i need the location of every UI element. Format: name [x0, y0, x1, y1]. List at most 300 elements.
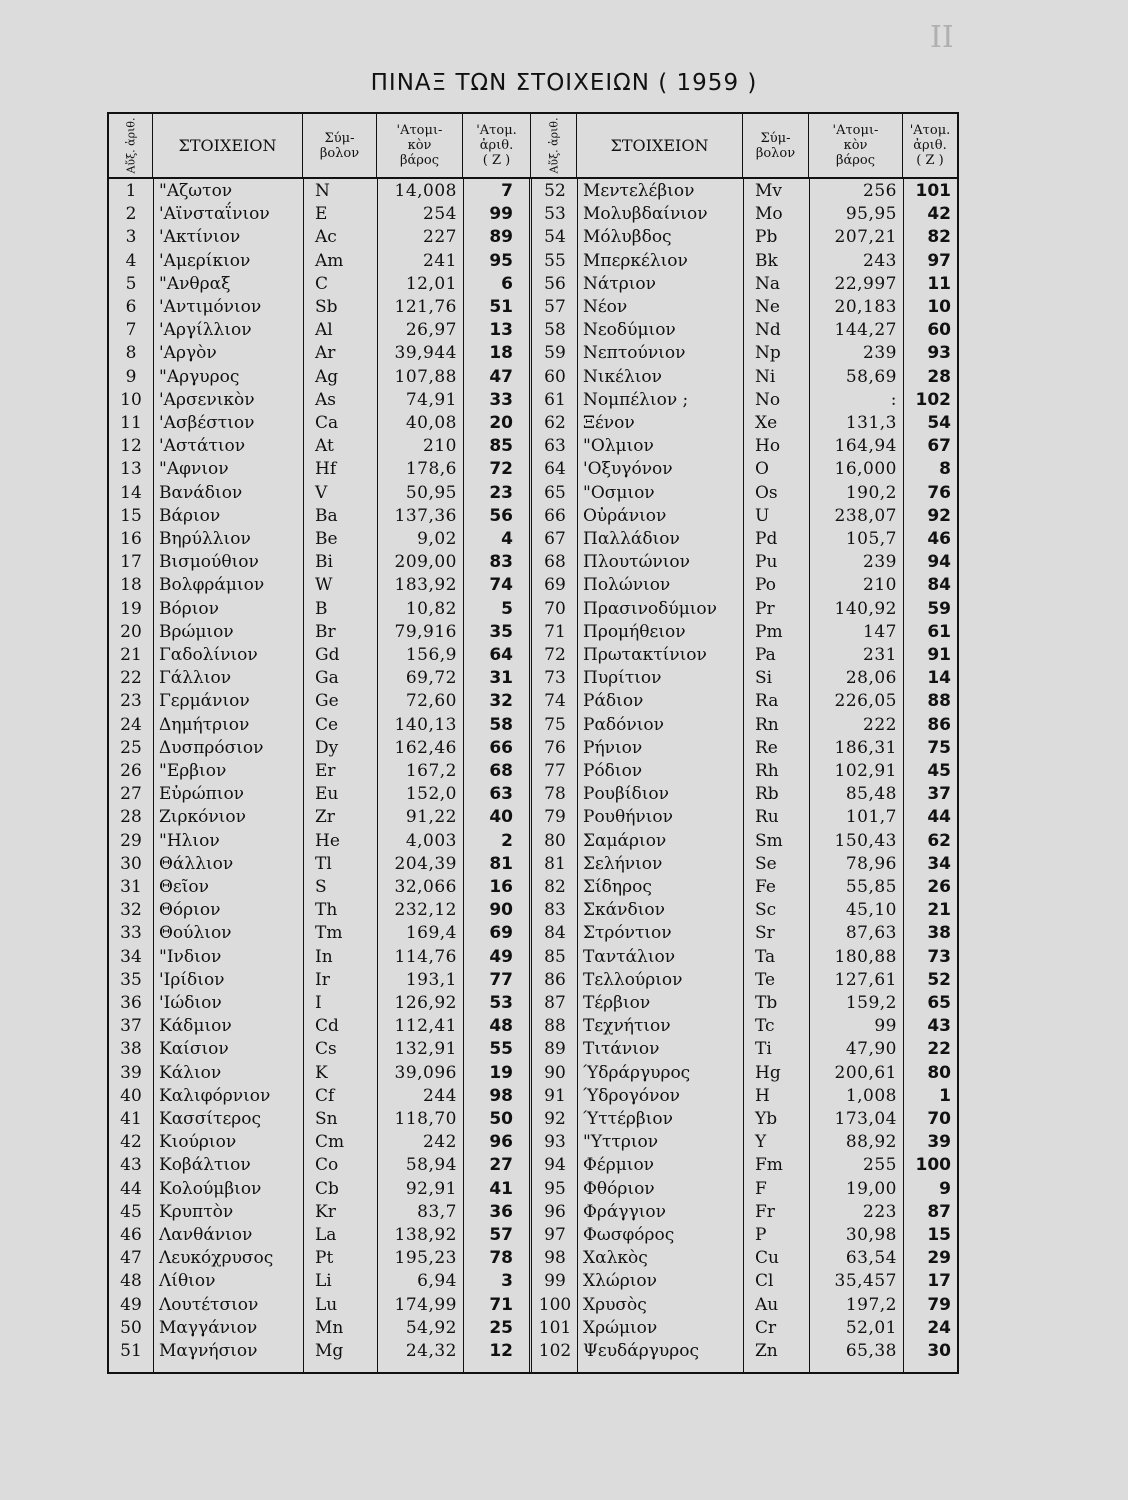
element-symbol: Zr	[315, 807, 335, 828]
table-row	[109, 203, 957, 226]
element-number: 12	[120, 436, 142, 457]
atomic-number: 17	[927, 1271, 951, 1292]
element-name: 'Αντιμόνιον	[159, 297, 262, 317]
table-row	[109, 574, 957, 597]
element-name: Κοβάλτιον	[159, 1155, 251, 1176]
element-name: Ζιρκόνιον	[159, 807, 246, 828]
element-symbol: At	[315, 436, 334, 457]
atomic-number: 102	[915, 389, 951, 410]
element-symbol: Kr	[315, 1201, 336, 1222]
element-name: Σίδηρος	[583, 877, 652, 897]
element-symbol: Au	[755, 1294, 779, 1315]
element-name: Μπερκέλιον	[583, 250, 688, 271]
corner-mark: ΙΙ	[930, 20, 954, 55]
atomic-number: 66	[489, 737, 513, 758]
atomic-number: 79	[927, 1294, 951, 1315]
atomic-weight: 78,96	[845, 853, 897, 874]
atomic-weight: 150,43	[834, 830, 897, 851]
element-number: 69	[544, 575, 566, 596]
atomic-weight: 183,92	[394, 575, 457, 596]
atomic-number: 68	[489, 761, 513, 781]
atomic-number: 6	[501, 273, 513, 294]
atomic-weight: 239	[863, 343, 897, 364]
element-symbol: Tc	[755, 1016, 775, 1037]
element-symbol: No	[755, 389, 781, 410]
element-number: 40	[120, 1085, 142, 1106]
element-name: Γαδολίνιον	[159, 645, 258, 665]
element-number: 72	[544, 645, 566, 665]
table-row	[109, 992, 957, 1015]
element-number: 85	[544, 946, 566, 967]
table-row	[109, 667, 957, 690]
element-symbol: Sb	[315, 297, 338, 317]
atomic-number: 64	[489, 645, 513, 665]
atomic-weight: 200,61	[834, 1062, 897, 1083]
atomic-number: 54	[927, 413, 951, 433]
table-row	[109, 250, 957, 273]
atomic-number: 75	[927, 737, 951, 758]
element-number: 97	[544, 1225, 566, 1245]
element-number: 76	[544, 737, 566, 758]
element-number: 4	[125, 250, 137, 271]
atomic-weight: 10,82	[405, 598, 457, 619]
atomic-weight: 255	[863, 1155, 897, 1176]
element-name: Ύδρογόνον	[583, 1085, 681, 1106]
header-symbol-right: Σύμ- βολον	[743, 114, 809, 177]
element-number: 15	[120, 505, 142, 526]
element-name: Ραδόνιον	[583, 714, 664, 735]
element-symbol: Sn	[315, 1109, 338, 1129]
element-name: Μαγνήσιον	[159, 1341, 258, 1361]
page-title: ΠΙΝΑΞ ΤΩΝ ΣΤΟΙΧΕΙΩΝ ( 1959 )	[370, 70, 758, 96]
element-name: Κασσίτερος	[159, 1109, 262, 1129]
element-symbol: Lu	[315, 1294, 338, 1315]
element-number: 39	[120, 1062, 142, 1083]
atomic-number: 76	[927, 482, 951, 503]
atomic-weight: 256	[863, 181, 897, 201]
element-symbol: Cu	[755, 1248, 779, 1269]
element-symbol: Mo	[755, 204, 783, 225]
atomic-weight: 173,04	[834, 1109, 897, 1129]
atomic-weight: 85,48	[845, 784, 897, 805]
element-number: 9	[125, 366, 137, 387]
element-symbol: Dy	[315, 737, 339, 758]
atomic-number: 52	[927, 969, 951, 990]
table-row	[109, 528, 957, 551]
element-symbol: Sr	[755, 923, 775, 944]
header-element-left: ΣΤΟΙΧΕΙΟΝ	[153, 114, 303, 177]
atomic-weight: 190,2	[845, 482, 897, 503]
element-name: "Ολμιον	[583, 436, 654, 457]
atomic-number: 16	[489, 877, 513, 897]
atomic-number: 42	[927, 204, 951, 225]
element-number: 90	[544, 1062, 566, 1083]
atomic-number: 14	[927, 668, 951, 689]
element-symbol: V	[315, 482, 328, 503]
element-name: Ψευδάργυρος	[583, 1341, 700, 1361]
element-name: Προμήθειον	[583, 621, 686, 642]
element-symbol: Ca	[315, 413, 339, 433]
element-number: 66	[544, 505, 566, 526]
atomic-number: 97	[927, 250, 951, 271]
element-name: Μολυβδαίνιον	[583, 204, 708, 225]
element-number: 100	[538, 1294, 572, 1315]
element-number: 102	[538, 1341, 572, 1361]
element-name: "Αζωτον	[159, 181, 233, 201]
element-name: Καίσιον	[159, 1039, 229, 1060]
element-symbol: Rn	[755, 714, 779, 735]
element-number: 29	[120, 830, 142, 851]
atomic-number: 55	[489, 1039, 513, 1060]
element-number: 53	[544, 204, 566, 225]
atomic-number: 53	[489, 993, 513, 1013]
element-number: 71	[544, 621, 566, 642]
atomic-number: 31	[489, 668, 513, 689]
atomic-number: 78	[489, 1248, 513, 1269]
table-row	[109, 806, 957, 829]
element-number: 7	[125, 320, 137, 341]
atomic-number: 49	[489, 946, 513, 967]
element-name: Εὐρώπιον	[159, 784, 245, 805]
atomic-number: 41	[489, 1178, 513, 1199]
element-number: 47	[120, 1248, 142, 1269]
atomic-number: 25	[489, 1317, 513, 1338]
atomic-weight: 6,94	[417, 1271, 457, 1292]
element-name: Κρυπτὸν	[159, 1201, 234, 1222]
element-symbol: Er	[315, 761, 336, 781]
atomic-number: 88	[927, 691, 951, 712]
atomic-weight: 88,92	[845, 1132, 897, 1153]
atomic-number: 5	[501, 598, 513, 619]
element-symbol: Eu	[315, 784, 339, 805]
atomic-number: 20	[489, 413, 513, 433]
header-symbol-left: Σύμ- βολον	[303, 114, 377, 177]
element-number: 20	[120, 621, 142, 642]
element-number: 8	[125, 343, 137, 364]
element-name: 'Ιώδιον	[159, 993, 222, 1013]
element-number: 63	[544, 436, 566, 457]
element-number: 54	[544, 227, 566, 248]
element-symbol: Mg	[315, 1341, 344, 1361]
atomic-number: 69	[489, 923, 513, 944]
atomic-number: 96	[489, 1132, 513, 1153]
atomic-weight: 223	[863, 1201, 897, 1222]
atomic-number: 57	[489, 1225, 513, 1245]
atomic-weight: 159,2	[845, 993, 897, 1013]
atomic-number: 62	[927, 830, 951, 851]
element-number: 57	[544, 297, 566, 317]
atomic-number: 24	[927, 1317, 951, 1338]
element-name: 'Ακτίνιον	[159, 227, 241, 248]
table-row	[109, 783, 957, 806]
header-number-left: Αὔξ. ἀριθ.	[109, 114, 153, 177]
element-symbol: C	[315, 273, 329, 294]
element-number: 33	[120, 923, 142, 944]
table-row	[109, 1108, 957, 1131]
header-rule	[109, 177, 957, 179]
element-symbol: B	[315, 598, 328, 619]
element-number: 96	[544, 1201, 566, 1222]
element-number: 49	[120, 1294, 142, 1315]
element-number: 78	[544, 784, 566, 805]
element-name: "Ηλιον	[159, 830, 220, 851]
atomic-weight: 244	[423, 1085, 457, 1106]
atomic-weight: 140,13	[394, 714, 457, 735]
element-number: 93	[544, 1132, 566, 1153]
atomic-weight: 26,97	[405, 320, 457, 341]
element-number: 74	[544, 691, 566, 712]
table-row	[109, 1131, 957, 1154]
element-symbol: Ge	[315, 691, 339, 712]
atomic-weight: 239	[863, 552, 897, 573]
element-number: 43	[120, 1155, 142, 1176]
table-row	[109, 226, 957, 249]
atomic-number: 36	[489, 1201, 513, 1222]
atomic-weight: 174,99	[394, 1294, 457, 1315]
element-number: 68	[544, 552, 566, 573]
element-number: 26	[120, 761, 142, 781]
atomic-weight: 207,21	[834, 227, 897, 248]
element-symbol: Ar	[315, 343, 336, 364]
element-symbol: Pa	[755, 645, 776, 665]
table-row	[109, 899, 957, 922]
atomic-weight: 144,27	[834, 320, 897, 341]
atomic-weight: 58,69	[845, 366, 897, 387]
atomic-weight: 20,183	[834, 297, 897, 317]
atomic-weight: 55,85	[845, 877, 897, 897]
element-name: 'Ιρίδιον	[159, 969, 225, 990]
element-name: Βάριον	[159, 505, 221, 526]
table-row	[109, 273, 957, 296]
atomic-weight: 99	[874, 1016, 897, 1037]
element-symbol: Y	[755, 1132, 767, 1153]
element-number: 51	[120, 1341, 142, 1361]
element-name: "Αφνιον	[159, 459, 229, 480]
atomic-weight: 45,10	[845, 900, 897, 921]
atomic-number: 26	[927, 877, 951, 897]
atomic-number: 11	[927, 273, 951, 294]
element-number: 34	[120, 946, 142, 967]
element-number: 92	[544, 1109, 566, 1129]
atomic-weight: 147	[863, 621, 897, 642]
table-row	[109, 1270, 957, 1293]
atomic-number: 4	[501, 529, 513, 549]
element-name: Βηρύλλιον	[159, 529, 251, 549]
element-symbol: Cl	[755, 1271, 774, 1292]
table-row	[109, 342, 957, 365]
element-symbol: Fr	[755, 1201, 775, 1222]
element-number: 89	[544, 1039, 566, 1060]
atomic-weight: 74,91	[405, 389, 457, 410]
atomic-number: 87	[927, 1201, 951, 1222]
table-row	[109, 1294, 957, 1317]
atomic-weight: 118,70	[394, 1109, 457, 1129]
element-symbol: U	[755, 505, 770, 526]
atomic-weight: 91,22	[405, 807, 457, 828]
element-symbol: P	[755, 1225, 767, 1245]
element-symbol: Al	[315, 320, 333, 341]
atomic-number: 39	[927, 1132, 951, 1153]
atomic-number: 86	[927, 714, 951, 735]
table-row	[109, 1062, 957, 1085]
atomic-number: 37	[927, 784, 951, 805]
element-name: Πολώνιον	[583, 575, 671, 596]
element-symbol: N	[315, 181, 330, 201]
atomic-weight: 52,01	[845, 1317, 897, 1338]
atomic-weight: 114,76	[394, 946, 457, 967]
atomic-weight: 131,3	[845, 413, 897, 433]
element-number: 50	[120, 1317, 142, 1338]
element-symbol: Br	[315, 621, 336, 642]
atomic-weight: 132,91	[394, 1039, 457, 1060]
table-row	[109, 1038, 957, 1061]
element-symbol: Na	[755, 273, 781, 294]
element-number: 44	[120, 1178, 142, 1199]
element-symbol: Hg	[755, 1062, 781, 1083]
element-number: 70	[544, 598, 566, 619]
element-name: Μαγγάνιον	[159, 1317, 258, 1338]
element-symbol: As	[315, 389, 337, 410]
element-symbol: Pd	[755, 529, 778, 549]
atomic-number: 8	[939, 459, 951, 480]
element-number: 11	[120, 413, 142, 433]
element-symbol: Cf	[315, 1085, 335, 1106]
atomic-number: 67	[927, 436, 951, 457]
atomic-weight: 101,7	[845, 807, 897, 828]
element-name: "Αργυρος	[159, 366, 240, 387]
atomic-number: 18	[489, 343, 513, 364]
atomic-number: 47	[489, 366, 513, 387]
element-number: 3	[125, 227, 137, 248]
table-row	[109, 1015, 957, 1038]
element-number: 62	[544, 413, 566, 433]
element-name: Πλουτώνιον	[583, 552, 691, 573]
element-symbol: Pr	[755, 598, 775, 619]
atomic-weight: 156,9	[405, 645, 457, 665]
element-name: Οὐράνιον	[583, 505, 667, 526]
atomic-weight: 169,4	[405, 923, 457, 944]
atomic-number: 1	[939, 1085, 951, 1106]
table-row	[109, 1317, 957, 1340]
table-row	[109, 482, 957, 505]
element-symbol: Be	[315, 529, 338, 549]
element-name: Λίθιον	[159, 1271, 216, 1292]
atomic-weight: 19,00	[845, 1178, 897, 1199]
atomic-weight: 95,95	[845, 204, 897, 225]
table-row	[109, 296, 957, 319]
table-row	[109, 1224, 957, 1247]
element-symbol: Pu	[755, 552, 778, 573]
element-name: Χρυσὸς	[583, 1294, 647, 1315]
atomic-number: 44	[927, 807, 951, 828]
element-symbol: Li	[315, 1271, 332, 1292]
element-name: Πρωτακτίνιον	[583, 645, 707, 665]
atomic-weight: 28,06	[845, 668, 897, 689]
element-number: 37	[120, 1016, 142, 1037]
atomic-number: 59	[927, 598, 951, 619]
element-symbol: Ir	[315, 969, 330, 990]
element-name: Ξένον	[583, 413, 635, 433]
element-symbol: Cd	[315, 1016, 339, 1037]
element-symbol: Ac	[315, 227, 337, 248]
element-number: 36	[120, 993, 142, 1013]
atomic-number: 28	[927, 366, 951, 387]
atomic-number: 48	[489, 1016, 513, 1037]
element-name: Μεντελέβιον	[583, 181, 695, 201]
element-symbol: Bi	[315, 552, 333, 573]
element-name: Πυρίτιον	[583, 668, 662, 689]
atomic-number: 15	[927, 1225, 951, 1245]
table-row	[109, 714, 957, 737]
atomic-number: 94	[927, 552, 951, 573]
element-symbol: Ce	[315, 714, 339, 735]
atomic-weight: 40,08	[405, 413, 457, 433]
atomic-weight: 102,91	[834, 761, 897, 781]
atomic-number: 93	[927, 343, 951, 364]
element-name: Φράγγιον	[583, 1201, 666, 1222]
element-name: Κάλιον	[159, 1062, 222, 1083]
atomic-weight: 186,31	[834, 737, 897, 758]
element-name: Βρώμιον	[159, 621, 234, 642]
atomic-weight: 12,01	[405, 273, 457, 294]
element-number: 25	[120, 737, 142, 758]
atomic-number: 27	[489, 1155, 513, 1176]
element-name: Νικέλιον	[583, 366, 662, 387]
element-name: "Ανθραξ	[159, 273, 231, 294]
atomic-number: 34	[927, 853, 951, 874]
atomic-number: 19	[489, 1062, 513, 1083]
table-row	[109, 412, 957, 435]
element-name: Τελλούριον	[583, 969, 683, 990]
element-number: 1	[125, 181, 137, 201]
element-number: 41	[120, 1109, 142, 1129]
element-name: 'Αρσενικὸν	[159, 389, 255, 410]
element-name: Γερμάνιον	[159, 691, 250, 712]
element-number: 2	[125, 204, 137, 225]
element-name: Στρόντιον	[583, 923, 672, 944]
atomic-number: 92	[927, 505, 951, 526]
atomic-weight: 58,94	[405, 1155, 457, 1176]
element-symbol: Co	[315, 1155, 339, 1176]
atomic-weight: 83,7	[417, 1201, 457, 1222]
element-name: Παλλάδιον	[583, 529, 680, 549]
atomic-weight: 65,38	[845, 1341, 897, 1361]
table-row	[109, 180, 957, 203]
table-row	[109, 1085, 957, 1108]
table-row	[109, 505, 957, 528]
element-number: 22	[120, 668, 142, 689]
element-name: Κιούριον	[159, 1132, 237, 1153]
element-symbol: Hf	[315, 459, 337, 480]
element-name: Βισμούθιον	[159, 552, 259, 573]
atomic-weight: 162,46	[394, 737, 457, 758]
element-number: 86	[544, 969, 566, 990]
element-number: 31	[120, 877, 142, 897]
table-row	[109, 644, 957, 667]
element-number: 59	[544, 343, 566, 364]
header-weight-left: 'Ατομι- κὸν βάρος	[377, 114, 463, 177]
element-name: Σελήνιον	[583, 853, 663, 874]
element-symbol: I	[315, 993, 322, 1013]
atomic-weight: :	[890, 389, 897, 410]
table-row	[109, 737, 957, 760]
element-symbol: Sc	[755, 900, 777, 921]
atomic-weight: 87,63	[845, 923, 897, 944]
element-name: Σκάνδιον	[583, 900, 665, 921]
element-number: 77	[544, 761, 566, 781]
element-symbol: Zn	[755, 1341, 778, 1361]
atomic-weight: 222	[863, 714, 897, 735]
